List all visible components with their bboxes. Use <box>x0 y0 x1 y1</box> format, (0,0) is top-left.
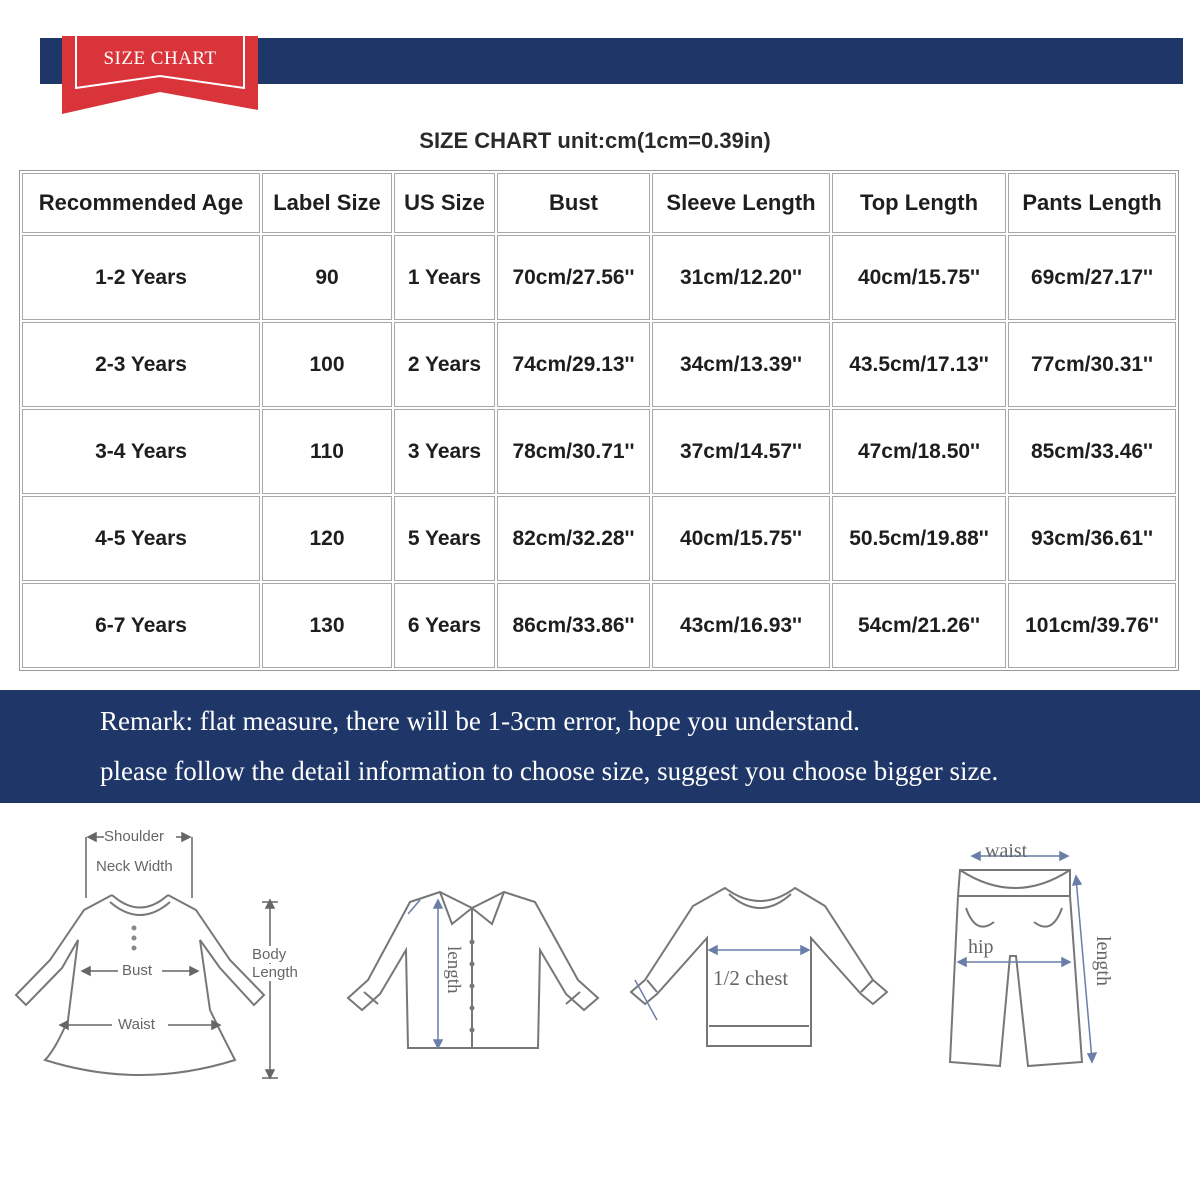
shirt-diagram <box>340 880 605 1060</box>
header-label-size: Label Size <box>262 173 392 233</box>
cell-us-size: 6 Years <box>394 583 495 668</box>
cell-age: 4-5 Years <box>22 496 260 581</box>
cell-top-length: 43.5cm/17.13'' <box>832 322 1006 407</box>
table-row <box>22 322 1176 407</box>
table-row <box>22 583 1176 668</box>
cell-label-size: 90 <box>262 235 392 320</box>
cell-sleeve-length: 31cm/12.20'' <box>652 235 830 320</box>
cell-pants-length: 93cm/36.61'' <box>1008 496 1176 581</box>
cell-pants-length: 69cm/27.17'' <box>1008 235 1176 320</box>
cell-sleeve-length: 37cm/14.57'' <box>652 409 830 494</box>
shirt-length-label: length <box>443 946 464 994</box>
chart-heading: SIZE CHART unit:cm(1cm=0.39in) <box>419 128 771 153</box>
dress-diagram <box>0 810 320 1090</box>
cell-label-size: 100 <box>262 322 392 407</box>
bust-label: Bust <box>122 962 153 979</box>
cell-bust: 70cm/27.56'' <box>497 235 650 320</box>
cell-us-size: 2 Years <box>394 322 495 407</box>
remark-line-2: please follow the detail information to choose size, suggest you choose bigger size. <box>100 756 999 786</box>
cell-label-size: 110 <box>262 409 392 494</box>
cell-age: 6-7 Years <box>22 583 260 668</box>
waist-label: Waist <box>118 1016 155 1033</box>
header-bust: Bust <box>497 173 650 233</box>
cell-pants-length: 101cm/39.76'' <box>1008 583 1176 668</box>
size-table <box>19 170 1179 671</box>
cell-top-length: 40cm/15.75'' <box>832 235 1006 320</box>
cell-label-size: 120 <box>262 496 392 581</box>
cell-label-size: 130 <box>262 583 392 668</box>
cell-top-length: 47cm/18.50'' <box>832 409 1006 494</box>
cell-top-length: 50.5cm/19.88'' <box>832 496 1006 581</box>
table-header-row <box>22 173 1176 233</box>
header-top-length: Top Length <box>832 173 1006 233</box>
cell-bust: 82cm/32.28'' <box>497 496 650 581</box>
cell-pants-length: 85cm/33.46'' <box>1008 409 1176 494</box>
shirt-outline-icon <box>340 880 605 1060</box>
cell-age: 1-2 Years <box>22 235 260 320</box>
sweater-diagram <box>625 880 895 1060</box>
cell-bust: 86cm/33.86'' <box>497 583 650 668</box>
cell-age: 3-4 Years <box>22 409 260 494</box>
cell-bust: 78cm/30.71'' <box>497 409 650 494</box>
cell-bust: 74cm/29.13'' <box>497 322 650 407</box>
cell-us-size: 1 Years <box>394 235 495 320</box>
cell-us-size: 5 Years <box>394 496 495 581</box>
half-chest-label: 1/2 chest <box>713 966 789 990</box>
body-length-label-2: Length <box>252 964 298 981</box>
table-row <box>22 409 1176 494</box>
cell-sleeve-length: 34cm/13.39'' <box>652 322 830 407</box>
size-chart-ribbon <box>62 36 258 114</box>
cell-us-size: 3 Years <box>394 409 495 494</box>
neck-width-label: Neck Width <box>96 858 173 875</box>
header-sleeve-length: Sleeve Length <box>652 173 830 233</box>
cell-sleeve-length: 43cm/16.93'' <box>652 583 830 668</box>
ribbon-label: SIZE CHART <box>103 48 217 69</box>
body-length-label-1: Body <box>252 946 287 963</box>
remark-line-1: Remark: flat measure, there will be 1-3cm error, hope you understand. <box>100 706 860 736</box>
cell-top-length: 54cm/21.26'' <box>832 583 1006 668</box>
cell-age: 2-3 Years <box>22 322 260 407</box>
table-row <box>22 235 1176 320</box>
header-recommended-age: Recommended Age <box>22 173 260 233</box>
shoulder-label: Shoulder <box>104 828 165 845</box>
cell-sleeve-length: 40cm/15.75'' <box>652 496 830 581</box>
pants-length-label: length <box>1092 936 1114 986</box>
pants-diagram <box>930 836 1130 1076</box>
cell-pants-length: 77cm/30.31'' <box>1008 322 1176 407</box>
hip-label: hip <box>968 936 994 958</box>
table-row <box>22 496 1176 581</box>
header-pants-length: Pants Length <box>1008 173 1176 233</box>
header-us-size: US Size <box>394 173 495 233</box>
remark-band <box>0 690 1200 803</box>
waist-label: waist <box>985 840 1028 862</box>
